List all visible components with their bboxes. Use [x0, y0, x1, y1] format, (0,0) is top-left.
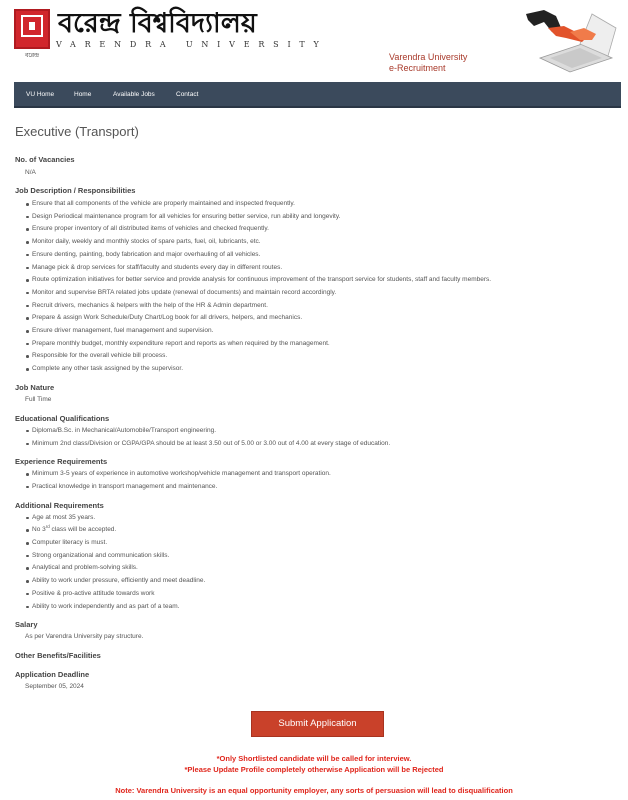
list-item: Strong organizational and communication skills. — [25, 550, 615, 563]
list-item: Minimum 2nd class/Division or CGPA/GPA should be at least 3.50 out of 5.00 or 3.00 out of 4.00 at every stage of education. — [25, 438, 615, 451]
list-item: Ensure that all components of the vehicle are properly maintained and inspected frequently. — [25, 198, 615, 211]
benefits-heading: Other Benefits/Facilities — [15, 651, 101, 661]
list-item: Manage pick & drop services for staff/faculty and students every day in different routes. — [25, 262, 615, 275]
recruit-line-2: e-Recruitment — [389, 63, 446, 73]
main-nav — [14, 82, 621, 108]
list-item: Ensure denting, painting, body fabrication and major overhauling of all vehicles. — [25, 249, 615, 262]
list-item: Diploma/B.Sc. in Mechanical/Automobile/Transport engineering. — [25, 425, 615, 438]
ordinal-suffix: rd — [45, 524, 50, 530]
list-item: Practical knowledge in transport management and maintenance. — [25, 481, 615, 494]
erecruitment-label — [389, 52, 467, 74]
list-item: Age at most 35 years. — [25, 512, 615, 525]
education-heading: Educational Qualifications — [15, 413, 110, 423]
list-item: Positive & pro-active attitude towards work — [25, 588, 615, 601]
description-heading: Job Description / Responsibilities — [15, 186, 136, 195]
list-item: Design Periodical maintenance program for all vehicles for ensuring better service, run ability and longevity. — [25, 211, 615, 224]
list-item: Analytical and problem-solving skills. — [25, 562, 615, 575]
list-item — [25, 524, 615, 537]
job-details — [15, 124, 615, 691]
equal-opportunity-notice: Note: Varendra University is an equal opportunity employer, any sorts of persuasion will lead to disqualification — [115, 786, 513, 795]
list-item: Ensure driver management, fuel management and supervision. — [25, 325, 615, 338]
recruit-line-1: Varendra University — [389, 52, 468, 62]
salary-value: As per Varendra University pay structure. — [25, 633, 144, 641]
job-nature-heading: Job Nature — [15, 382, 55, 392]
education-list — [25, 425, 615, 450]
list-item: Minimum 3-5 years of experience in automotive workshop/vehicle management and transport operation. — [25, 468, 615, 481]
class-rule-suffix: class will be accepted. — [49, 526, 117, 534]
list-item: Route optimization initiatives for better service and provide analysis for continuous improvement of the transport service for students, staff and faculty members. — [25, 274, 615, 287]
list-item: Monitor daily, weekly and monthly stocks of spare parts, fuel, oil, lubricants, etc. — [25, 236, 615, 249]
list-item: Monitor and supervise BRTA related jobs update (renewal of documents) and maintain record accordingly. — [25, 287, 615, 300]
nav-available-jobs[interactable]: Available Jobs — [113, 91, 155, 98]
responsibilities-list — [25, 198, 615, 376]
university-name: VARENDRA UNIVERSITY — [56, 40, 328, 49]
university-title-bangla: বরেন্দ্র বিশ্ববিদ্যালয় — [58, 8, 257, 39]
list-item: Ensure proper inventory of all distributed items of vehicles and checked frequently. — [25, 223, 615, 236]
profile-notice: *Please Update Profile completely otherwise Application will be Rejected — [184, 765, 444, 774]
experience-heading: Experience Requirements — [15, 457, 108, 467]
list-item: Computer literacy is must. — [25, 537, 615, 550]
site-header — [0, 0, 628, 78]
additional-heading: Additional Requirements — [15, 500, 104, 510]
nav-contact[interactable]: Contact — [176, 91, 199, 98]
list-item: Ability to work independently and as part of a team. — [25, 601, 615, 614]
list-item: Complete any other task assigned by the supervisor. — [25, 363, 615, 376]
list-item: Prepare monthly budget, monthly expenditure report and reports as when required by the management. — [25, 338, 615, 351]
salary-heading: Salary — [15, 620, 38, 630]
deadline-value: September 05, 2024 — [25, 683, 84, 691]
vacancies-heading: No. of Vacancies — [15, 155, 75, 164]
nav-home[interactable]: Home — [74, 91, 92, 98]
job-title: Executive (Transport) — [15, 124, 139, 139]
logo-caption: বরেন্দ্র — [25, 52, 39, 59]
list-item: Responsible for the overall vehicle bill process. — [25, 350, 615, 363]
nav-vu-home[interactable]: VU Home — [26, 91, 55, 98]
university-logo[interactable] — [14, 9, 50, 49]
list-item: Ability to work under pressure, efficiently and meet deadline. — [25, 575, 615, 588]
job-nature-value: Full Time — [25, 395, 52, 403]
shortlist-notice: *Only Shortlisted candidate will be called for interview. — [216, 754, 412, 763]
class-rule-prefix: No 3 — [32, 526, 46, 534]
additional-list — [25, 512, 615, 614]
deadline-heading: Application Deadline — [15, 670, 90, 680]
submit-application-button[interactable]: Submit Application — [251, 711, 384, 737]
experience-list — [25, 468, 615, 493]
list-item: Recruit drivers, mechanics & helpers with the help of the HR & Admin department. — [25, 300, 615, 313]
list-item: Prepare & assign Work Schedule/Duty Chart/Log book for all drivers, helpers, and mechanics. — [25, 312, 615, 325]
laptop-handshake-icon — [522, 6, 618, 73]
vacancies-value: N/A — [25, 169, 36, 176]
